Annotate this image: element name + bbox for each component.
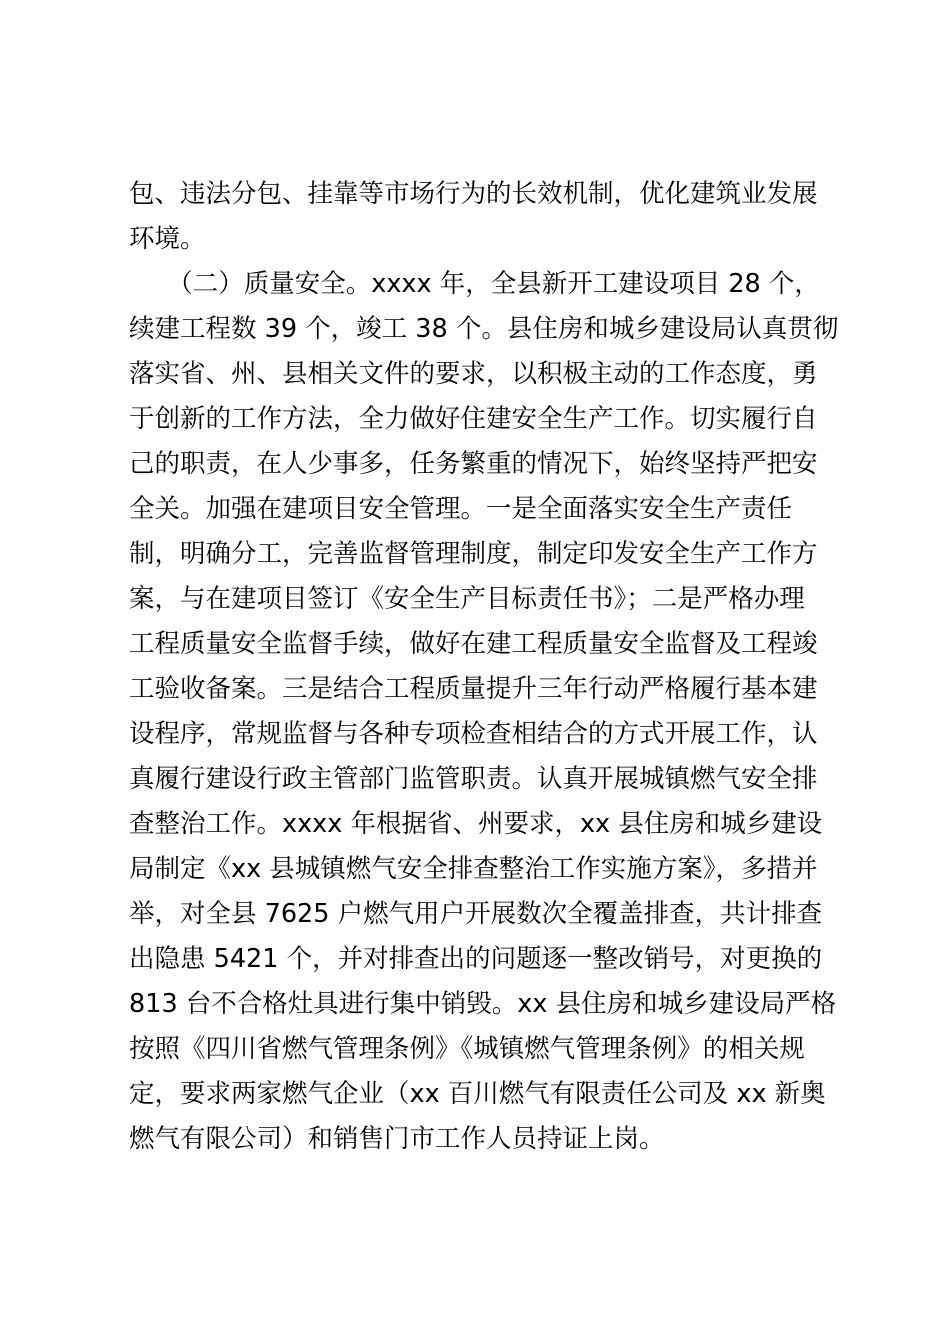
text-line: 定，要求两家燃气企业（xx 百川燃气有限责任公司及 xx 新奥	[129, 1079, 826, 1109]
text-line: 己的职责，在人少事多，任务繁重的情况下，始终坚持严把安	[129, 449, 818, 479]
text-line: 真履行建设行政主管部门监管职责。认真开展城镇燃气安全排	[129, 764, 818, 794]
text-line: 续建工程数 39 个，竣工 38 个。县住房和城乡建设局认真贯彻	[129, 314, 839, 344]
text-line: 局制定《xx 县城镇燃气安全排查整治工作实施方案》，多措并	[129, 854, 818, 884]
text-line: 全关。加强在建项目安全管理。一是全面落实安全生产责任	[129, 494, 793, 524]
body-text	[129, 172, 839, 1162]
text-line: 设程序，常规监督与各种专项检查相结合的方式开展工作，认	[129, 719, 818, 749]
text-line: 落实省、州、县相关文件的要求，以积极主动的工作态度，勇	[129, 359, 818, 389]
text-line: 制，明确分工，完善监督管理制度，制定印发安全生产工作方	[129, 539, 818, 569]
text-line: 举，对全县 7625 户燃气用户开展数次全覆盖排查，共计排查	[129, 899, 823, 929]
text-line: 包、违法分包、挂靠等市场行为的长效机制，优化建筑业发展	[129, 179, 818, 209]
text-line: 环境。	[129, 224, 206, 254]
text-line: 出隐患 5421 个，并对排查出的问题逐一整改销号，对更换的	[129, 944, 823, 974]
text-line: 燃气有限公司）和销售门市工作人员持证上岗。	[129, 1124, 665, 1154]
text-line: （二）质量安全。xxxx 年，全县新开工建设项目 28 个，	[129, 269, 820, 299]
text-line: 813 台不合格灶具进行集中销毁。xx 县住房和城乡建设局严格	[129, 989, 837, 1019]
text-line: 案，与在建项目签订《安全生产目标责任书》；二是严格办理	[129, 584, 805, 614]
text-line: 查整治工作。xxxx 年根据省、州要求，xx 县住房和城乡建设	[129, 809, 823, 839]
text-line: 工验收备案。三是结合工程质量提升三年行动严格履行基本建	[129, 674, 818, 704]
text-line: 工程质量安全监督手续，做好在建工程质量安全监督及工程竣	[129, 629, 818, 659]
text-line: 于创新的工作方法，全力做好住建安全生产工作。切实履行自	[129, 404, 818, 434]
text-line: 按照《四川省燃气管理条例》《城镇燃气管理条例》的相关规	[129, 1034, 805, 1064]
